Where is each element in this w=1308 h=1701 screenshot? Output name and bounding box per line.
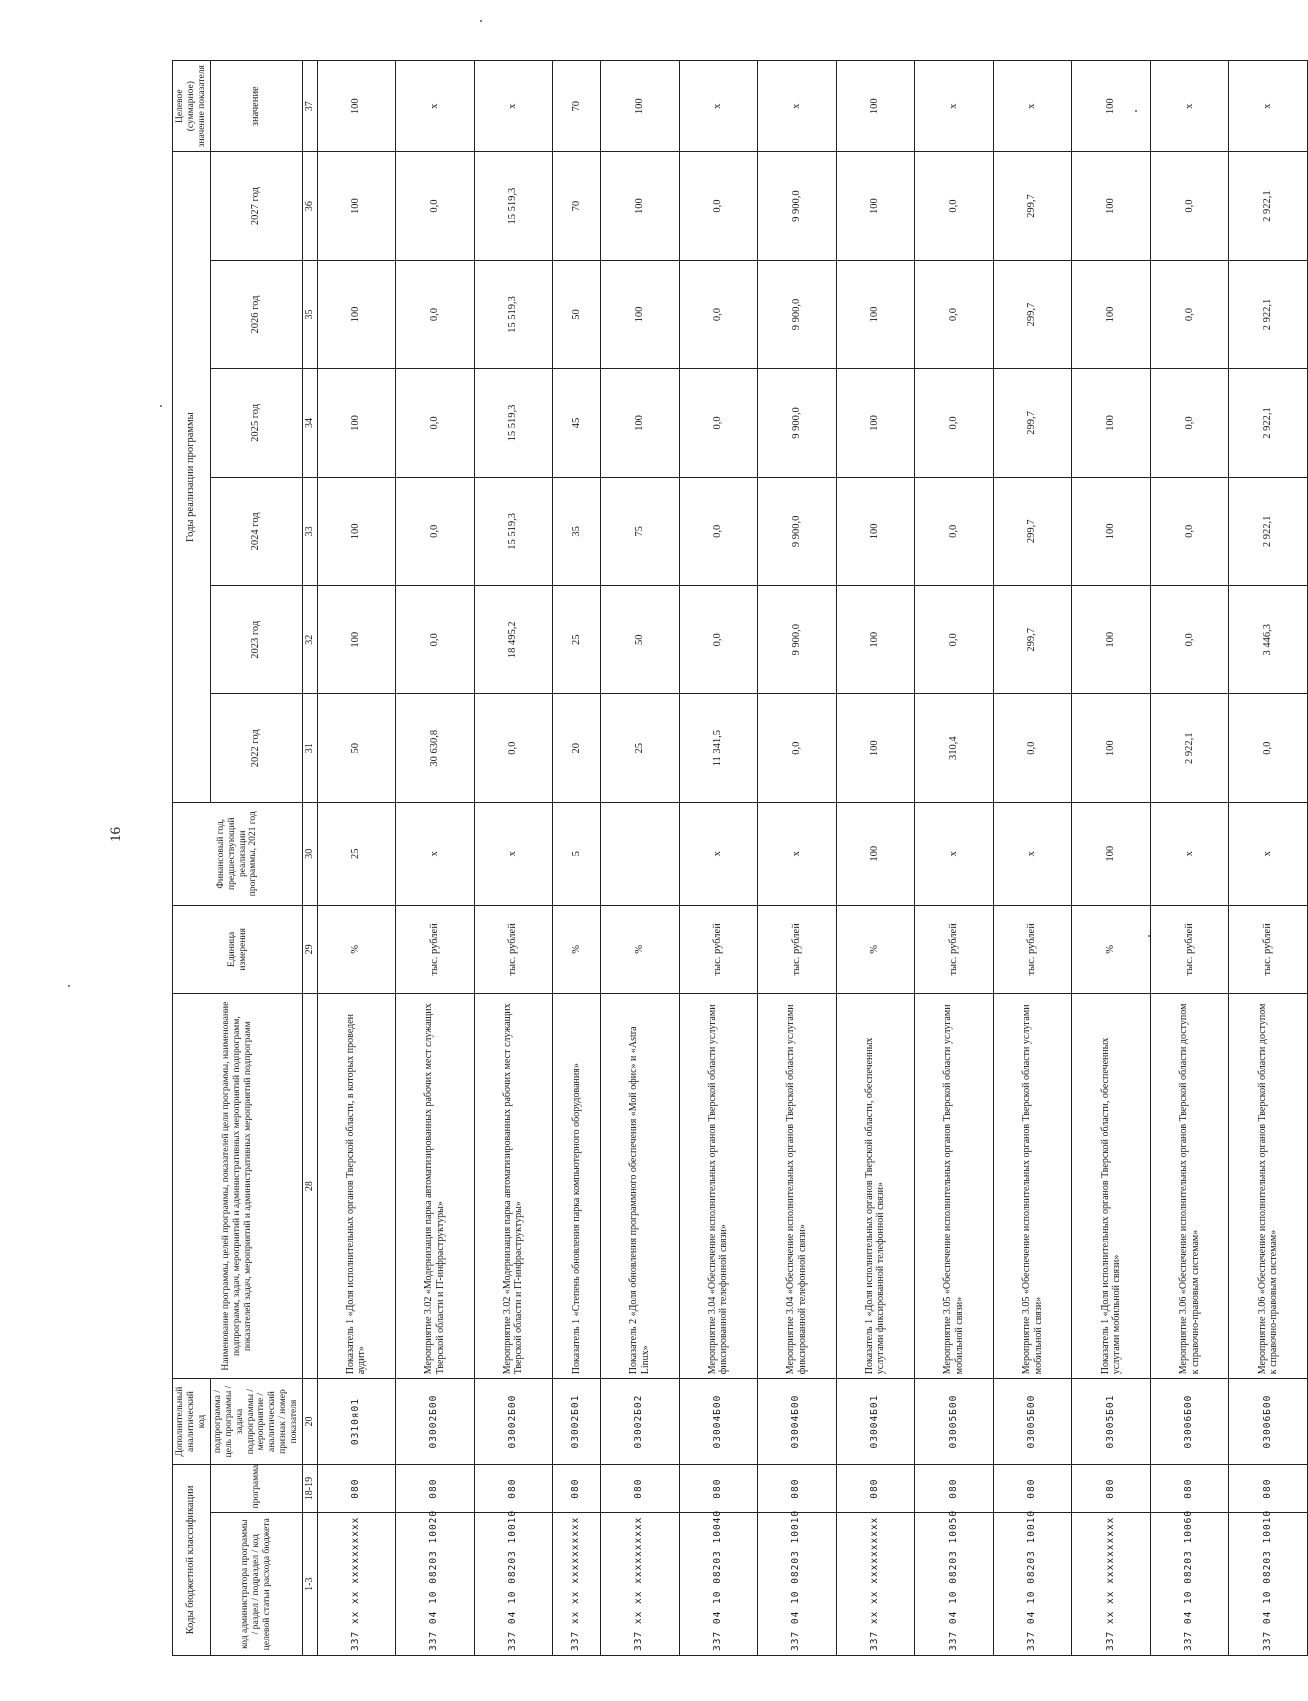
year-value-cell: 100 — [1072, 260, 1151, 368]
colnum: 31 — [303, 694, 318, 802]
year-value-cell: 75 — [601, 477, 680, 585]
year-value-cell: 70 — [553, 152, 601, 260]
year-value-cell: 0,0 — [1150, 260, 1229, 368]
row-name-cell: Показатель 1 «Доля исполнительных органов Тверской области, в которых проведен аудит» — [317, 994, 396, 1379]
table-row — [601, 61, 680, 1656]
year-value-cell: 0,0 — [396, 586, 475, 694]
table-row — [836, 61, 915, 1656]
budget-code-cell: 337 04 10 08203 10010 — [758, 1513, 837, 1656]
table-row — [915, 61, 994, 1656]
program-code-cell: 080 — [396, 1464, 475, 1513]
budget-code-cell: 337 xx xx xxxxxxxxxx — [317, 1513, 396, 1656]
budget-code-cell: 337 04 10 08203 10010 — [474, 1513, 553, 1656]
year-value-cell: 0,0 — [474, 694, 553, 802]
year-value-cell: 310,4 — [915, 694, 994, 802]
base-year-cell: 5 — [553, 802, 601, 905]
header-task-subprogram: задача подпрограммы — [234, 1393, 256, 1455]
year-value-cell: 50 — [553, 260, 601, 368]
year-value-cell: 18 495,2 — [474, 586, 553, 694]
year-value-cell: 35 — [553, 477, 601, 585]
year-value-cell: 2 922,1 — [1150, 694, 1229, 802]
header-year-2025: 2025 год — [210, 369, 302, 477]
year-value-cell: 9 900,0 — [758, 369, 837, 477]
analytic-code-cell: 0310я01 — [317, 1379, 396, 1465]
analytic-code-cell: 03005Б01 — [1072, 1379, 1151, 1465]
colnum: 36 — [303, 152, 318, 260]
row-name-cell: Мероприятие 3.04 «Обеспечение исполнительных органов Тверской области услугами фиксированной телефонной связи» — [679, 994, 758, 1379]
table-row — [474, 61, 553, 1656]
unit-cell: тыс. рублей — [679, 905, 758, 993]
table-row — [1150, 61, 1229, 1656]
header-budget-code-detail: код администратора программы / раздел / подраздел / код целевой статьи расхода бюджета — [210, 1513, 302, 1656]
header-task-program: цель программы — [223, 1390, 234, 1458]
page-number: 16 — [108, 827, 124, 842]
year-value-cell: 0,0 — [1150, 477, 1229, 585]
row-name-cell: Мероприятие 3.04 «Обеспечение исполнительных органов Тверской области услугами фиксированной телефонной связи» — [758, 994, 837, 1379]
target-value-cell: х — [993, 61, 1072, 152]
analytic-code-cell: 03006Б00 — [1150, 1379, 1229, 1465]
year-value-cell: 0,0 — [758, 694, 837, 802]
analytic-code-cell: 03002Б00 — [396, 1379, 475, 1465]
unit-cell: тыс. рублей — [993, 905, 1072, 993]
program-code-cell: 080 — [1229, 1464, 1308, 1513]
target-value-cell: 100 — [317, 61, 396, 152]
year-value-cell: 100 — [1072, 152, 1151, 260]
header-target-article: код целевой статьи расхода бюджета — [250, 1518, 272, 1651]
unit-cell: тыс. рублей — [1150, 905, 1229, 993]
budget-code-cell: 337 xx xx xxxxxxxxxx — [836, 1513, 915, 1656]
unit-cell: тыс. рублей — [1229, 905, 1308, 993]
year-value-cell: 100 — [317, 152, 396, 260]
year-value-cell: 0,0 — [1150, 586, 1229, 694]
year-value-cell: 15 519,3 — [474, 369, 553, 477]
row-name-cell: Мероприятие 3.06 «Обеспечение исполнительных органов Тверской области доступом к справочно-правовым системам» — [1150, 994, 1229, 1379]
year-value-cell: 100 — [317, 477, 396, 585]
target-value-cell: х — [1229, 61, 1308, 152]
year-value-cell: 9 900,0 — [758, 152, 837, 260]
target-value-cell: х — [474, 61, 553, 152]
colnum: 1-3 — [303, 1513, 318, 1656]
unit-cell: % — [553, 905, 601, 993]
header-subsection: подраздел — [250, 1554, 261, 1596]
header-target-group: Целевое (суммарное) значение показателя — [173, 61, 211, 152]
year-value-cell: 100 — [836, 260, 915, 368]
base-year-cell: х — [474, 802, 553, 905]
header-finance-year: Финансовый год, предшествующий реализации программы, 2021 год — [173, 802, 303, 905]
header-section: раздел — [250, 1602, 261, 1630]
year-value-cell: 299,7 — [993, 586, 1072, 694]
program-code-cell: 080 — [317, 1464, 396, 1513]
table-row — [553, 61, 601, 1656]
colnum: 20 — [303, 1379, 318, 1465]
unit-cell: % — [317, 905, 396, 993]
unit-cell: % — [836, 905, 915, 993]
year-value-cell: 9 900,0 — [758, 477, 837, 585]
base-year-cell: х — [993, 802, 1072, 905]
header-budget-codes: Коды бюджетной классификации — [173, 1464, 211, 1655]
analytic-code-cell: 03006Б00 — [1229, 1379, 1308, 1465]
program-code-cell: 080 — [553, 1464, 601, 1513]
year-value-cell: 100 — [601, 369, 680, 477]
budget-code-cell: 337 04 10 08203 10020 — [396, 1513, 475, 1656]
table-row — [993, 61, 1072, 1656]
year-value-cell: 299,7 — [993, 152, 1072, 260]
row-name-cell: Мероприятие 3.06 «Обеспечение исполнительных органов Тверской области доступом к справочно-правовым системам» — [1229, 994, 1308, 1379]
year-value-cell: 0,0 — [915, 477, 994, 585]
year-value-cell: 0,0 — [679, 260, 758, 368]
analytic-code-cell: 03002Б01 — [553, 1379, 601, 1465]
program-code-cell: 080 — [601, 1464, 680, 1513]
table-body — [317, 61, 1307, 1656]
scan-speck — [480, 20, 482, 22]
header-year-2022: 2022 год — [210, 694, 302, 802]
table-row — [758, 61, 837, 1656]
row-name-cell: Показатель 2 «Доля обновления программного обеспечения «Мой офис» и «Astra Linux» — [601, 994, 680, 1379]
year-value-cell: 299,7 — [993, 260, 1072, 368]
budget-code-cell: 337 xx xx xxxxxxxxxx — [553, 1513, 601, 1656]
base-year-cell: х — [1229, 802, 1308, 905]
year-value-cell: 100 — [1072, 477, 1151, 585]
year-value-cell: 0,0 — [679, 586, 758, 694]
year-value-cell: 0,0 — [396, 152, 475, 260]
year-value-cell: 3 446,3 — [1229, 586, 1308, 694]
unit-cell: тыс. рублей — [758, 905, 837, 993]
colnum: 34 — [303, 369, 318, 477]
base-year-cell: х — [915, 802, 994, 905]
colnum: 28 — [303, 994, 318, 1379]
budget-code-cell: 337 04 10 08203 10010 — [1229, 1513, 1308, 1656]
program-code-cell: 080 — [1150, 1464, 1229, 1513]
base-year-cell: х — [758, 802, 837, 905]
header-indicator-number: номер показателя — [278, 1389, 300, 1444]
year-value-cell: 9 900,0 — [758, 260, 837, 368]
base-year-cell: 100 — [836, 802, 915, 905]
rotated-table-wrapper — [172, 60, 1308, 1656]
year-value-cell: 15 519,3 — [474, 260, 553, 368]
row-name-cell: Показатель 1 «Доля исполнительных органов Тверской области, обеспеченных услугами мобильной связи» — [1072, 994, 1151, 1379]
year-value-cell: 0,0 — [915, 369, 994, 477]
header-analytic-detail: подпрограмма / цель программы / задача подпрограммы / мероприятие / аналитический признак / номер показателя — [210, 1379, 302, 1465]
year-value-cell: 20 — [553, 694, 601, 802]
year-value-cell: 100 — [836, 152, 915, 260]
year-value-cell: 100 — [1072, 369, 1151, 477]
year-value-cell: 0,0 — [396, 369, 475, 477]
header-year-2023: 2023 год — [210, 586, 302, 694]
year-value-cell: 100 — [1072, 586, 1151, 694]
header-target-value: значение — [210, 61, 302, 152]
budget-code-cell: 337 04 10 08203 10040 — [679, 1513, 758, 1656]
header-name: Наименование программы, целей программы, показателей цели программы, наименование подпрограмм, задач, мероприятий и административных мероприятий подпрограмм, показателей задач, мероприятий и административных мероприятий подпрограмм — [173, 994, 303, 1379]
base-year-cell: х — [396, 802, 475, 905]
header-analytic-sign: аналитический признак — [267, 1391, 289, 1454]
unit-cell: % — [601, 905, 680, 993]
target-value-cell: х — [1150, 61, 1229, 152]
year-value-cell: 100 — [317, 586, 396, 694]
analytic-code-cell: 03002Б02 — [601, 1379, 680, 1465]
header-unit: Единица измерения — [173, 905, 303, 993]
year-value-cell: 100 — [836, 477, 915, 585]
colnum: 18-19 — [303, 1464, 318, 1513]
year-value-cell: 0,0 — [1150, 152, 1229, 260]
analytic-code-cell: 03005Б00 — [993, 1379, 1072, 1465]
year-value-cell: 299,7 — [993, 369, 1072, 477]
colnum: 35 — [303, 260, 318, 368]
budget-code-cell: 337 xx xx xxxxxxxxxx — [1072, 1513, 1151, 1656]
year-value-cell: 2 922,1 — [1229, 369, 1308, 477]
year-value-cell: 30 630,8 — [396, 694, 475, 802]
year-value-cell: 15 519,3 — [474, 152, 553, 260]
header-year-2024: 2024 год — [210, 477, 302, 585]
unit-cell: % — [1072, 905, 1151, 993]
target-value-cell: 100 — [836, 61, 915, 152]
header-row-groups — [173, 61, 211, 1656]
budget-code-cell: 337 xx xx xxxxxxxxxx — [601, 1513, 680, 1656]
colnum: 33 — [303, 477, 318, 585]
year-value-cell: 0,0 — [396, 260, 475, 368]
year-value-cell: 2 922,1 — [1229, 477, 1308, 585]
base-year-cell: х — [1150, 802, 1229, 905]
row-name-cell: Мероприятие 3.05 «Обеспечение исполнительных органов Тверской области услугами мобильной связи» — [993, 994, 1072, 1379]
year-value-cell: 45 — [553, 369, 601, 477]
target-value-cell: х — [915, 61, 994, 152]
target-value-cell: х — [758, 61, 837, 152]
budget-code-cell: 337 04 10 08203 10050 — [915, 1513, 994, 1656]
program-code-cell: 080 — [993, 1464, 1072, 1513]
colnum: 29 — [303, 905, 318, 993]
year-value-cell: 0,0 — [396, 477, 475, 585]
analytic-code-cell: 03005Б00 — [915, 1379, 994, 1465]
program-code-cell: 080 — [836, 1464, 915, 1513]
year-value-cell: 0,0 — [1150, 369, 1229, 477]
year-value-cell: 0,0 — [915, 586, 994, 694]
analytic-code-cell: 03004Б00 — [758, 1379, 837, 1465]
table-row — [317, 61, 396, 1656]
base-year-cell: х — [679, 802, 758, 905]
year-value-cell: 100 — [601, 152, 680, 260]
scan-speck — [68, 985, 70, 987]
header-program: программа — [210, 1464, 302, 1513]
row-name-cell: Мероприятие 3.02 «Модернизация парка автоматизированных рабочих мест служащих Тверской области и IT-инфраструктуры» — [396, 994, 475, 1379]
colnum: 32 — [303, 586, 318, 694]
year-value-cell: 25 — [601, 694, 680, 802]
year-value-cell: 50 — [317, 694, 396, 802]
unit-cell: тыс. рублей — [396, 905, 475, 993]
analytic-code-cell: 03004Б01 — [836, 1379, 915, 1465]
year-value-cell: 299,7 — [993, 477, 1072, 585]
unit-cell: тыс. рублей — [474, 905, 553, 993]
year-value-cell: 25 — [553, 586, 601, 694]
header-subprogram: подпрограмма — [212, 1395, 223, 1454]
year-value-cell: 50 — [601, 586, 680, 694]
year-value-cell: 100 — [836, 694, 915, 802]
program-indicators-table — [172, 60, 1308, 1656]
program-code-cell: 080 — [474, 1464, 553, 1513]
table-row — [396, 61, 475, 1656]
program-code-cell: 080 — [915, 1464, 994, 1513]
year-value-cell: 0,0 — [993, 694, 1072, 802]
year-value-cell: 2 922,1 — [1229, 152, 1308, 260]
year-value-cell: 100 — [601, 260, 680, 368]
row-name-cell: Показатель 1 «Доля исполнительных органов Тверской области, обеспеченных услугами фиксированной телефонной связи» — [836, 994, 915, 1379]
row-name-cell: Мероприятие 3.05 «Обеспечение исполнительных органов Тверской области услугами мобильной связи» — [915, 994, 994, 1379]
header-years-group: Годы реализации программы — [173, 152, 211, 803]
year-value-cell: 0,0 — [1229, 694, 1308, 802]
year-value-cell: 0,0 — [679, 152, 758, 260]
colnum: 30 — [303, 802, 318, 905]
program-code-cell: 080 — [679, 1464, 758, 1513]
table-row — [1072, 61, 1151, 1656]
year-value-cell: 0,0 — [915, 152, 994, 260]
target-value-cell: 100 — [1072, 61, 1151, 152]
target-value-cell: х — [396, 61, 475, 152]
base-year-cell — [601, 802, 680, 905]
budget-code-cell: 337 04 10 08203 10060 — [1150, 1513, 1229, 1656]
target-value-cell: 100 — [601, 61, 680, 152]
year-value-cell: 100 — [836, 586, 915, 694]
year-value-cell: 0,0 — [679, 477, 758, 585]
base-year-cell: 100 — [1072, 802, 1151, 905]
year-value-cell: 0,0 — [679, 369, 758, 477]
program-code-cell: 080 — [758, 1464, 837, 1513]
year-value-cell: 100 — [317, 369, 396, 477]
year-value-cell: 15 519,3 — [474, 477, 553, 585]
year-value-cell: 100 — [836, 369, 915, 477]
year-value-cell: 11 341,5 — [679, 694, 758, 802]
colnum: 37 — [303, 61, 318, 152]
year-value-cell: 9 900,0 — [758, 586, 837, 694]
analytic-code-cell: 03002Б00 — [474, 1379, 553, 1465]
row-name-cell: Мероприятие 3.02 «Модернизация парка автоматизированных рабочих мест служащих Тверской области и IT-инфраструктуры» — [474, 994, 553, 1379]
header-admin-code: код администратора программы — [240, 1519, 251, 1649]
analytic-code-cell: 03004Б00 — [679, 1379, 758, 1465]
row-name-cell: Показатель 1 «Степень обновления парка компьютерного оборудования» — [553, 994, 601, 1379]
header-event: мероприятие — [256, 1397, 267, 1451]
target-value-cell: 70 — [553, 61, 601, 152]
header-year-2027: 2027 год — [210, 152, 302, 260]
program-code-cell: 080 — [1072, 1464, 1151, 1513]
year-value-cell: 0,0 — [915, 260, 994, 368]
year-value-cell: 2 922,1 — [1229, 260, 1308, 368]
year-value-cell: 100 — [317, 260, 396, 368]
base-year-cell: 25 — [317, 802, 396, 905]
target-value-cell: х — [679, 61, 758, 152]
budget-code-cell: 337 04 10 08203 10010 — [993, 1513, 1072, 1656]
table-row — [1229, 61, 1308, 1656]
header-analytic-code: Дополнительный аналитический код — [173, 1379, 211, 1465]
scan-speck — [160, 405, 162, 407]
year-value-cell: 100 — [1072, 694, 1151, 802]
header-year-2026: 2026 год — [210, 260, 302, 368]
table-row — [679, 61, 758, 1656]
unit-cell: тыс. рублей — [915, 905, 994, 993]
column-number-row — [303, 61, 318, 1656]
